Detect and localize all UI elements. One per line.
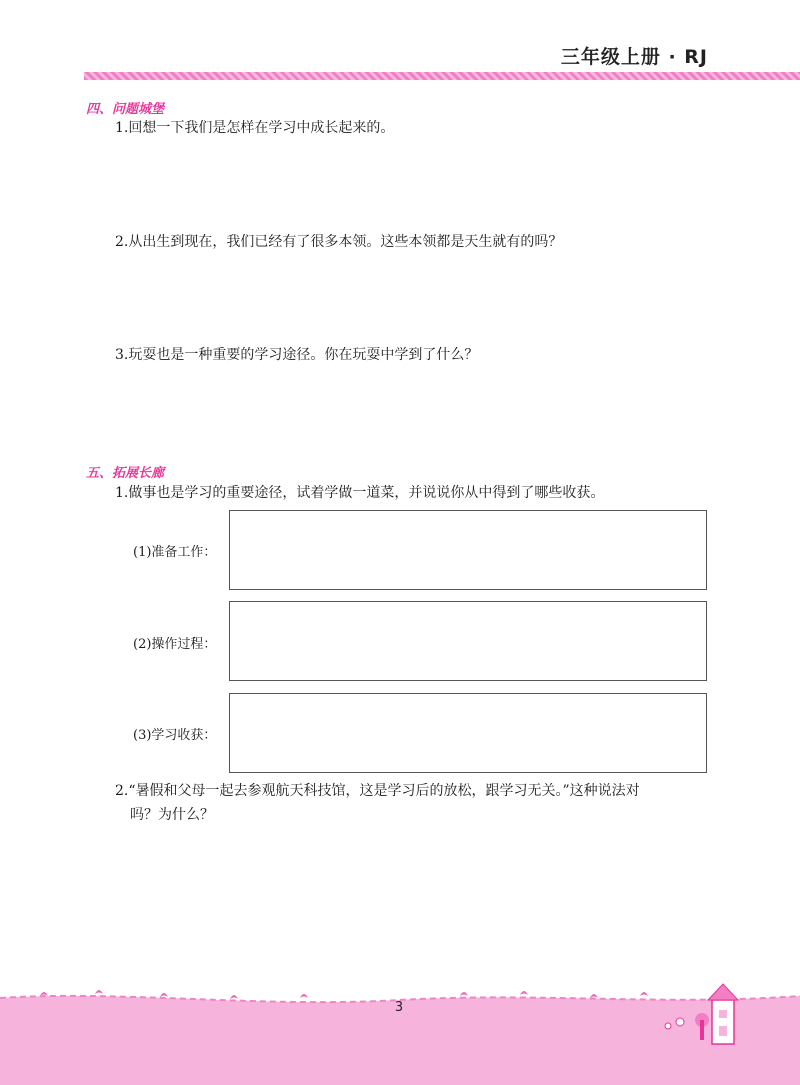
footer-wave-decoration: [0, 960, 800, 1085]
section-5-heading: 五、拓展长廊: [86, 466, 165, 481]
question-5-2-line2: 吗？为什么？: [130, 807, 214, 823]
question-5-1: 1.做事也是学习的重要途径，试着学做一道菜，并说说你从中得到了哪些收获。: [115, 485, 605, 501]
answer-box-preparation[interactable]: [229, 510, 707, 590]
answer-box-process[interactable]: [229, 601, 707, 681]
sub-label-preparation: (1)准备工作：: [133, 545, 217, 560]
question-4-1: 1.回想一下我们是怎样在学习中成长起来的。: [115, 120, 395, 136]
sub-label-gains: (3)学习收获：: [133, 728, 217, 743]
section-4-heading: 四、问题城堡: [86, 102, 165, 117]
header-stripe-bar: [84, 72, 800, 80]
question-4-2: 2.从出生到现在，我们已经有了很多本领。这些本领都是天生就有的吗？: [115, 234, 563, 250]
sub-label-process: (2)操作过程：: [133, 637, 217, 652]
question-5-2: [115, 779, 725, 827]
answer-box-gains[interactable]: [229, 693, 707, 773]
page-header-title: 三年级上册 · RJ: [560, 46, 708, 68]
page-number: 3: [394, 1000, 404, 1015]
question-4-3: 3.玩耍也是一种重要的学习途径。你在玩耍中学到了什么？: [115, 347, 479, 363]
question-5-2-line1: 2.“暑假和父母一起去参观航天科技馆，这是学习后的放松，跟学习无关。”这种说法对: [115, 783, 640, 799]
